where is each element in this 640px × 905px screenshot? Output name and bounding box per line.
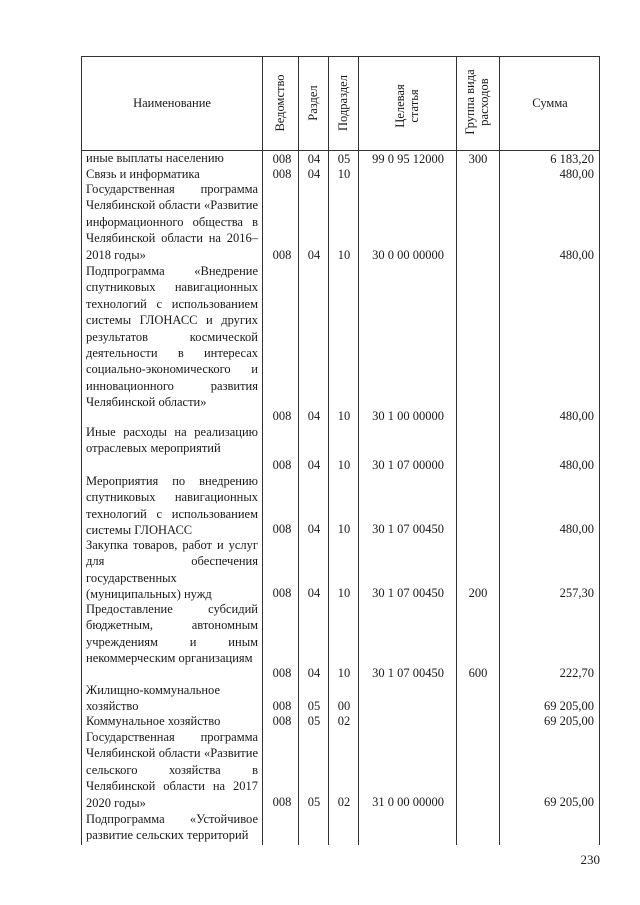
row-razdel: 04 <box>307 152 321 166</box>
row-razdel: 04 <box>307 586 321 600</box>
row-razdel: 04 <box>307 458 321 472</box>
row-name: Связь и информатика <box>86 167 200 181</box>
column-divider <box>328 56 329 845</box>
row-summa: 69 205,00 <box>544 699 594 713</box>
row-podrazdel: 10 <box>337 409 351 423</box>
row-celevaya-statya: 30 1 00 00000 <box>372 409 444 423</box>
row-gruppa: 300 <box>468 152 488 166</box>
row-summa: 480,00 <box>559 458 594 472</box>
row-name: Подпрограмма «Устойчивое развитие сельских территорий <box>86 812 258 843</box>
row-razdel: 04 <box>307 409 321 423</box>
row-ved: 008 <box>272 522 292 536</box>
row-razdel: 04 <box>307 522 321 536</box>
row-summa: 480,00 <box>559 522 594 536</box>
page-number: 230 <box>580 852 600 867</box>
row-name: Иные расходы на реализацию отраслевых мероприятий <box>86 425 258 456</box>
row-podrazdel: 10 <box>337 666 351 680</box>
row-name: Государственная программа Челябинской области «Развитие сельского хозяйства в Челябинской области на 2017 2020 годы» <box>86 730 258 810</box>
row-summa: 69 205,00 <box>544 795 594 809</box>
row-ved: 008 <box>272 699 292 713</box>
header-podrazdel: Подраздел <box>336 75 350 131</box>
row-celevaya-statya: 99 0 95 12000 <box>372 152 444 166</box>
row-ved: 008 <box>272 714 292 728</box>
row-podrazdel: 10 <box>337 458 351 472</box>
header-razdel: Раздел <box>306 85 320 121</box>
row-summa: 257,30 <box>559 586 594 600</box>
header-summa: Сумма <box>532 96 568 110</box>
row-summa: 222,70 <box>559 666 594 680</box>
row-ved: 008 <box>272 152 292 166</box>
row-podrazdel: 10 <box>337 248 351 262</box>
row-gruppa: 600 <box>468 666 488 680</box>
row-razdel: 05 <box>307 795 321 809</box>
row-name: Предоставление субсидий бюджетным, автономным учреждениям и иным некоммерческим организациям <box>86 602 258 666</box>
row-podrazdel: 10 <box>337 586 351 600</box>
row-ved: 008 <box>272 666 292 680</box>
row-razdel: 04 <box>307 666 321 680</box>
row-podrazdel: 02 <box>337 795 351 809</box>
column-divider <box>298 56 299 845</box>
header-celevaya-statya: Целевая статья <box>393 84 421 128</box>
row-name: Жилищно-коммунальное хозяйство <box>86 683 220 714</box>
row-name: Государственная программа Челябинской области «Развитие информационного общества в Челябинской области на 2016–2018 годы» <box>86 182 258 262</box>
row-summa: 69 205,00 <box>544 714 594 728</box>
row-podrazdel: 02 <box>337 714 351 728</box>
row-celevaya-statya: 30 1 07 00450 <box>372 522 444 536</box>
header-gruppa-vida-rashodov: Группа вида расходов <box>463 69 491 135</box>
row-summa: 480,00 <box>559 409 594 423</box>
row-celevaya-statya: 30 1 07 00450 <box>372 666 444 680</box>
row-razdel: 04 <box>307 248 321 262</box>
row-summa: 480,00 <box>559 167 594 181</box>
column-divider <box>358 56 359 845</box>
row-razdel: 04 <box>307 167 321 181</box>
row-name: Коммунальное хозяйство <box>86 714 221 728</box>
row-podrazdel: 05 <box>337 152 351 166</box>
row-ved: 008 <box>272 795 292 809</box>
row-celevaya-statya: 30 1 07 00000 <box>372 458 444 472</box>
row-name: Мероприятия по внедрению спутниковых навигационных технологий с использованием системы ГЛОНАСС <box>86 474 258 538</box>
row-name: Закупка товаров, работ и услуг для обеспечения государственных (муниципальных) нужд <box>86 538 258 602</box>
row-summa: 480,00 <box>559 248 594 262</box>
row-name: Подпрограмма «Внедрение спутниковых навигационных технологий с использованием системы ГЛОНАСС и других результатов космической деятельности в интересах социально-экономического и инновационного развития Челябинской области» <box>86 264 258 410</box>
row-podrazdel: 10 <box>337 167 351 181</box>
row-ved: 008 <box>272 409 292 423</box>
row-name: иные выплаты населению <box>86 151 224 165</box>
row-razdel: 05 <box>307 714 321 728</box>
row-podrazdel: 10 <box>337 522 351 536</box>
column-divider <box>456 56 457 845</box>
row-gruppa: 200 <box>468 586 488 600</box>
row-ved: 008 <box>272 586 292 600</box>
row-ved: 008 <box>272 167 292 181</box>
row-razdel: 05 <box>307 699 321 713</box>
row-celevaya-statya: 31 0 00 00000 <box>372 795 444 809</box>
header-vedomstvo: Ведомство <box>273 74 287 132</box>
row-celevaya-statya: 30 1 07 00450 <box>372 586 444 600</box>
column-divider <box>262 56 263 845</box>
row-ved: 008 <box>272 248 292 262</box>
row-podrazdel: 00 <box>337 699 351 713</box>
row-summa: 6 183,20 <box>550 152 594 166</box>
header-name: Наименование <box>133 96 211 110</box>
row-ved: 008 <box>272 458 292 472</box>
row-celevaya-statya: 30 0 00 00000 <box>372 248 444 262</box>
